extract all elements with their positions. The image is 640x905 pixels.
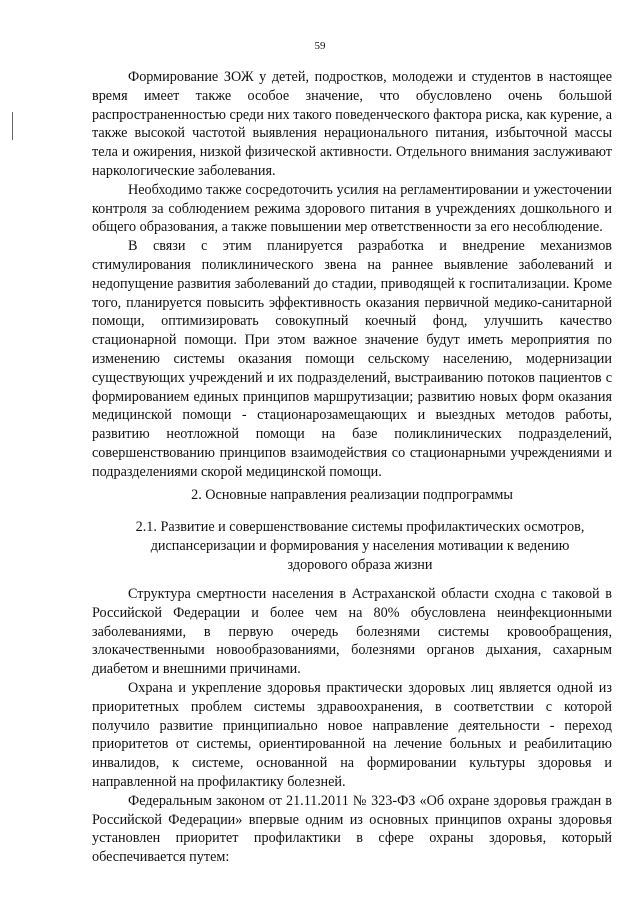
section-heading: 2. Основные направления реализации подпрограммы [191, 487, 513, 503]
paragraph: Необходимо также сосредоточить усилия на регламентировании и ужесточении контроля за соблюдением режима здорового питания в учреждениях дошкольного и общего образования, а также повышении мер ответственности за его несоблюдение. [92, 181, 612, 236]
margin-mark [12, 112, 13, 140]
paragraph: Структура смертности населения в Астраханской области сходна с таковой в Российской Федерации и более чем на 80% обусловлена неинфекционными заболеваниями, в первую очередь болезнями системы кровообращения, злокачественными новообразованиями, болезнями органов дыхания, сахарным диабетом и внешними причинами. [92, 586, 612, 678]
paragraph: Федеральным законом от 21.11.2011 № 323-ФЗ «Об охране здоровья граждан в Российской Федерации» впервые одним из основных принципов охраны здоровья установлен приоритет профилактики в сфере охраны здоровья, который обеспечивается путем: [92, 792, 612, 866]
page-number: 59 [314, 40, 326, 52]
paragraph: Формирование ЗОЖ у детей, подростков, молодежи и студентов в настоящее время имеет также особое значение, что обусловлено очень большой распространенностью среди них такого поведенческого фактора риска, как курение, а также высокой частотой выявления нерационального питания, избыточной массы тела и ожирения, низкой физической активности. Отдельного внимания заслуживают наркологические заболевания. [92, 69, 612, 179]
body-text-bottom [92, 585, 612, 867]
body-text-top [92, 68, 612, 482]
paragraph: В связи с этим планируется разработка и внедрение механизмов стимулирования поликлинического звена на раннее выявление заболеваний и недопущение развития заболеваний до стадии, приводящей к госпитализации. Кроме того, планируется повысить эффективность оказания первичной медико-санитарной помощи, оптимизировать совокупный коечный фонд, улучшить качество стационарной помощи. При этом важное значение будут иметь мероприятия по изменению системы оказания помощи сельскому населению, модернизации существующих учреждений и их подразделений, выстраиванию потоков пациентов с формированием единых принципов маршрутизации; развитию новых форм оказания медицинской помощи - стационарозамещающих и выездных методов работы, развитию неотложной помощи на базе поликлинических подразделений, совершенствованию принципов взаимодействия со стационарными учреждениями и подразделениями скорой медицинской помощи. [92, 238, 612, 480]
paragraph: Охрана и укрепление здоровья практически здоровых лиц является одной из приоритетных проблем системы здравоохранения, в соответствии с которой получило развитие принципиально новое направление деятельности - переход приоритетов от системы, ориентированной на лечение больных и реабилитацию инвалидов, к системе, основанной на формировании культуры здоровья и направленной на профилактику болезней. [92, 679, 612, 790]
subsection-heading: 2.1. Развитие и совершенствование системы профилактических осмотров, диспансеризации и формирования у населения мотивации к ведению здорового образа жизни [135, 519, 585, 573]
